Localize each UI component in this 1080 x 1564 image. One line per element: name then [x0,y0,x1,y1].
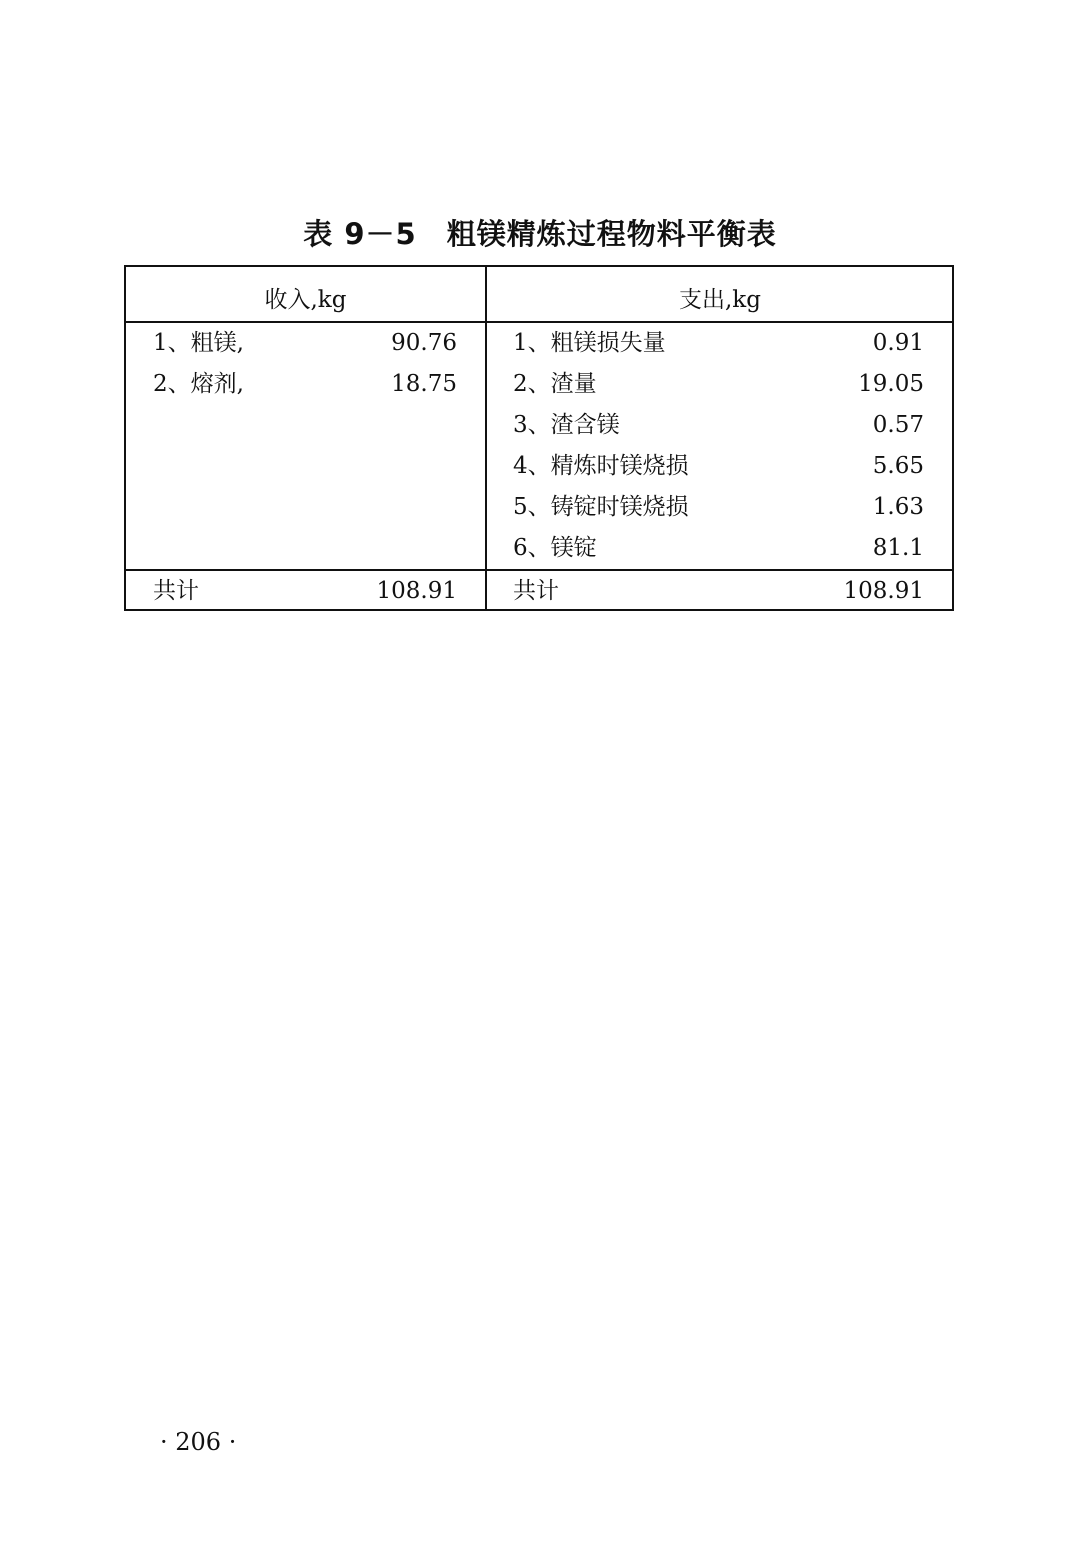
header-divider [126,321,952,323]
expense-row-value: 0.91 [872,330,924,356]
page-number: · 206 · [160,1428,237,1456]
table-caption: 表 9－5 粗镁精炼过程物料平衡表 [303,217,777,251]
expense-row-value: 5.65 [872,453,924,479]
expense-row-label: 4、精炼时镁烧损 [513,453,689,479]
income-row-value: 90.76 [391,330,457,356]
expense-row-value: 81.1 [872,535,924,561]
expense-row-label: 1、粗镁损失量 [513,330,666,356]
expense-row-label: 5、铸锭时镁烧损 [513,494,689,520]
expense-total-label: 共计 [513,578,559,604]
expense-row-value: 1.63 [872,494,924,520]
expense-row-value: 19.05 [858,371,924,397]
income-row-label: 1、粗镁, [153,330,244,356]
expense-header: 支出,kg [679,287,761,313]
material-balance-table [124,265,954,611]
income-row-value: 18.75 [391,371,457,397]
expense-row-label: 2、渣量 [513,371,597,397]
expense-row-label: 3、渣含镁 [513,412,620,438]
total-divider [126,569,952,571]
expense-row-value: 0.57 [872,412,924,438]
income-total-label: 共计 [153,578,199,604]
income-row-label: 2、熔剂, [153,371,244,397]
expense-total-value: 108.91 [843,578,924,604]
income-total-value: 108.91 [376,578,457,604]
expense-row-label: 6、镁锭 [513,535,597,561]
column-divider [485,267,487,609]
income-header: 收入,kg [264,287,347,313]
